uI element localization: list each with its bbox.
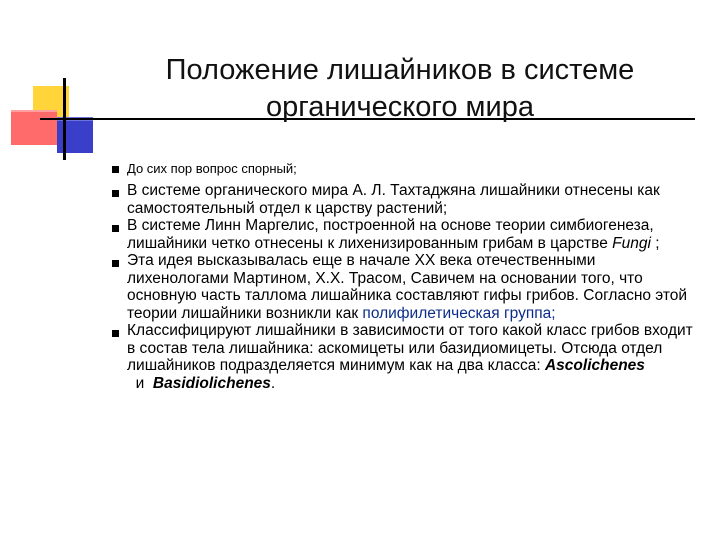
square-bullet-icon [112, 166, 119, 173]
slide-title-line-2: органического мира [266, 91, 534, 123]
bullet-list [112, 160, 697, 392]
bullet-5-conjunction: и [127, 374, 153, 392]
bullet-5-end: . [270, 374, 276, 392]
bullet-5-text: Классифицируют лишайники в зависимости от того какой класс грибов входит в состав тела лишайника: аскомицеты или базидиомицеты. Отсюда отдел лишайников подразделяется минимум как на два класса: [127, 322, 693, 374]
decor-red-square [11, 112, 57, 145]
square-bullet-icon [112, 330, 119, 337]
slide-title [110, 52, 690, 126]
slide-title-line-1: Положение лишайников в системе [165, 54, 635, 86]
bullet-item-4 [112, 252, 697, 322]
bullet-3-end: ; [650, 234, 660, 252]
square-bullet-icon [112, 190, 119, 197]
bullet-2-text: В системе органического мира А. Л. Тахтаджяна лишайники отнесены как самостоятельный отдел к царству растений; [127, 182, 660, 217]
bullet-item-5 [112, 322, 697, 392]
bullet-item-3 [112, 217, 697, 252]
bullet-3-taxon: Fungi [612, 234, 651, 252]
bullet-item-2 [112, 182, 697, 217]
bullet-3-text: В системе Линн Маргелис, построенной на основе теории симбиогенеза, лишайники четко отнесены к лихенизированным грибам в царстве [127, 217, 654, 252]
bullet-item-1 [112, 160, 697, 178]
bullet-5-class-1: Ascolichenes [544, 357, 645, 374]
bullet-1-text: До сих пор вопрос спорный; [127, 161, 297, 176]
bullet-4-text: Эта идея высказывалась еще в начале XX века отечественными лихенологами Мартином, Х.Х. Трасом, Савичем на основании того, что основную часть таллома лишайника составляют гифы грибов. Согласно этой теории лишайники возникли как [127, 252, 688, 322]
square-bullet-icon [112, 260, 119, 267]
bullet-4-term: полифилетическая группа; [362, 304, 556, 322]
bullet-5-class-2: Basidiolichenes [152, 374, 271, 392]
square-bullet-icon [112, 225, 119, 232]
